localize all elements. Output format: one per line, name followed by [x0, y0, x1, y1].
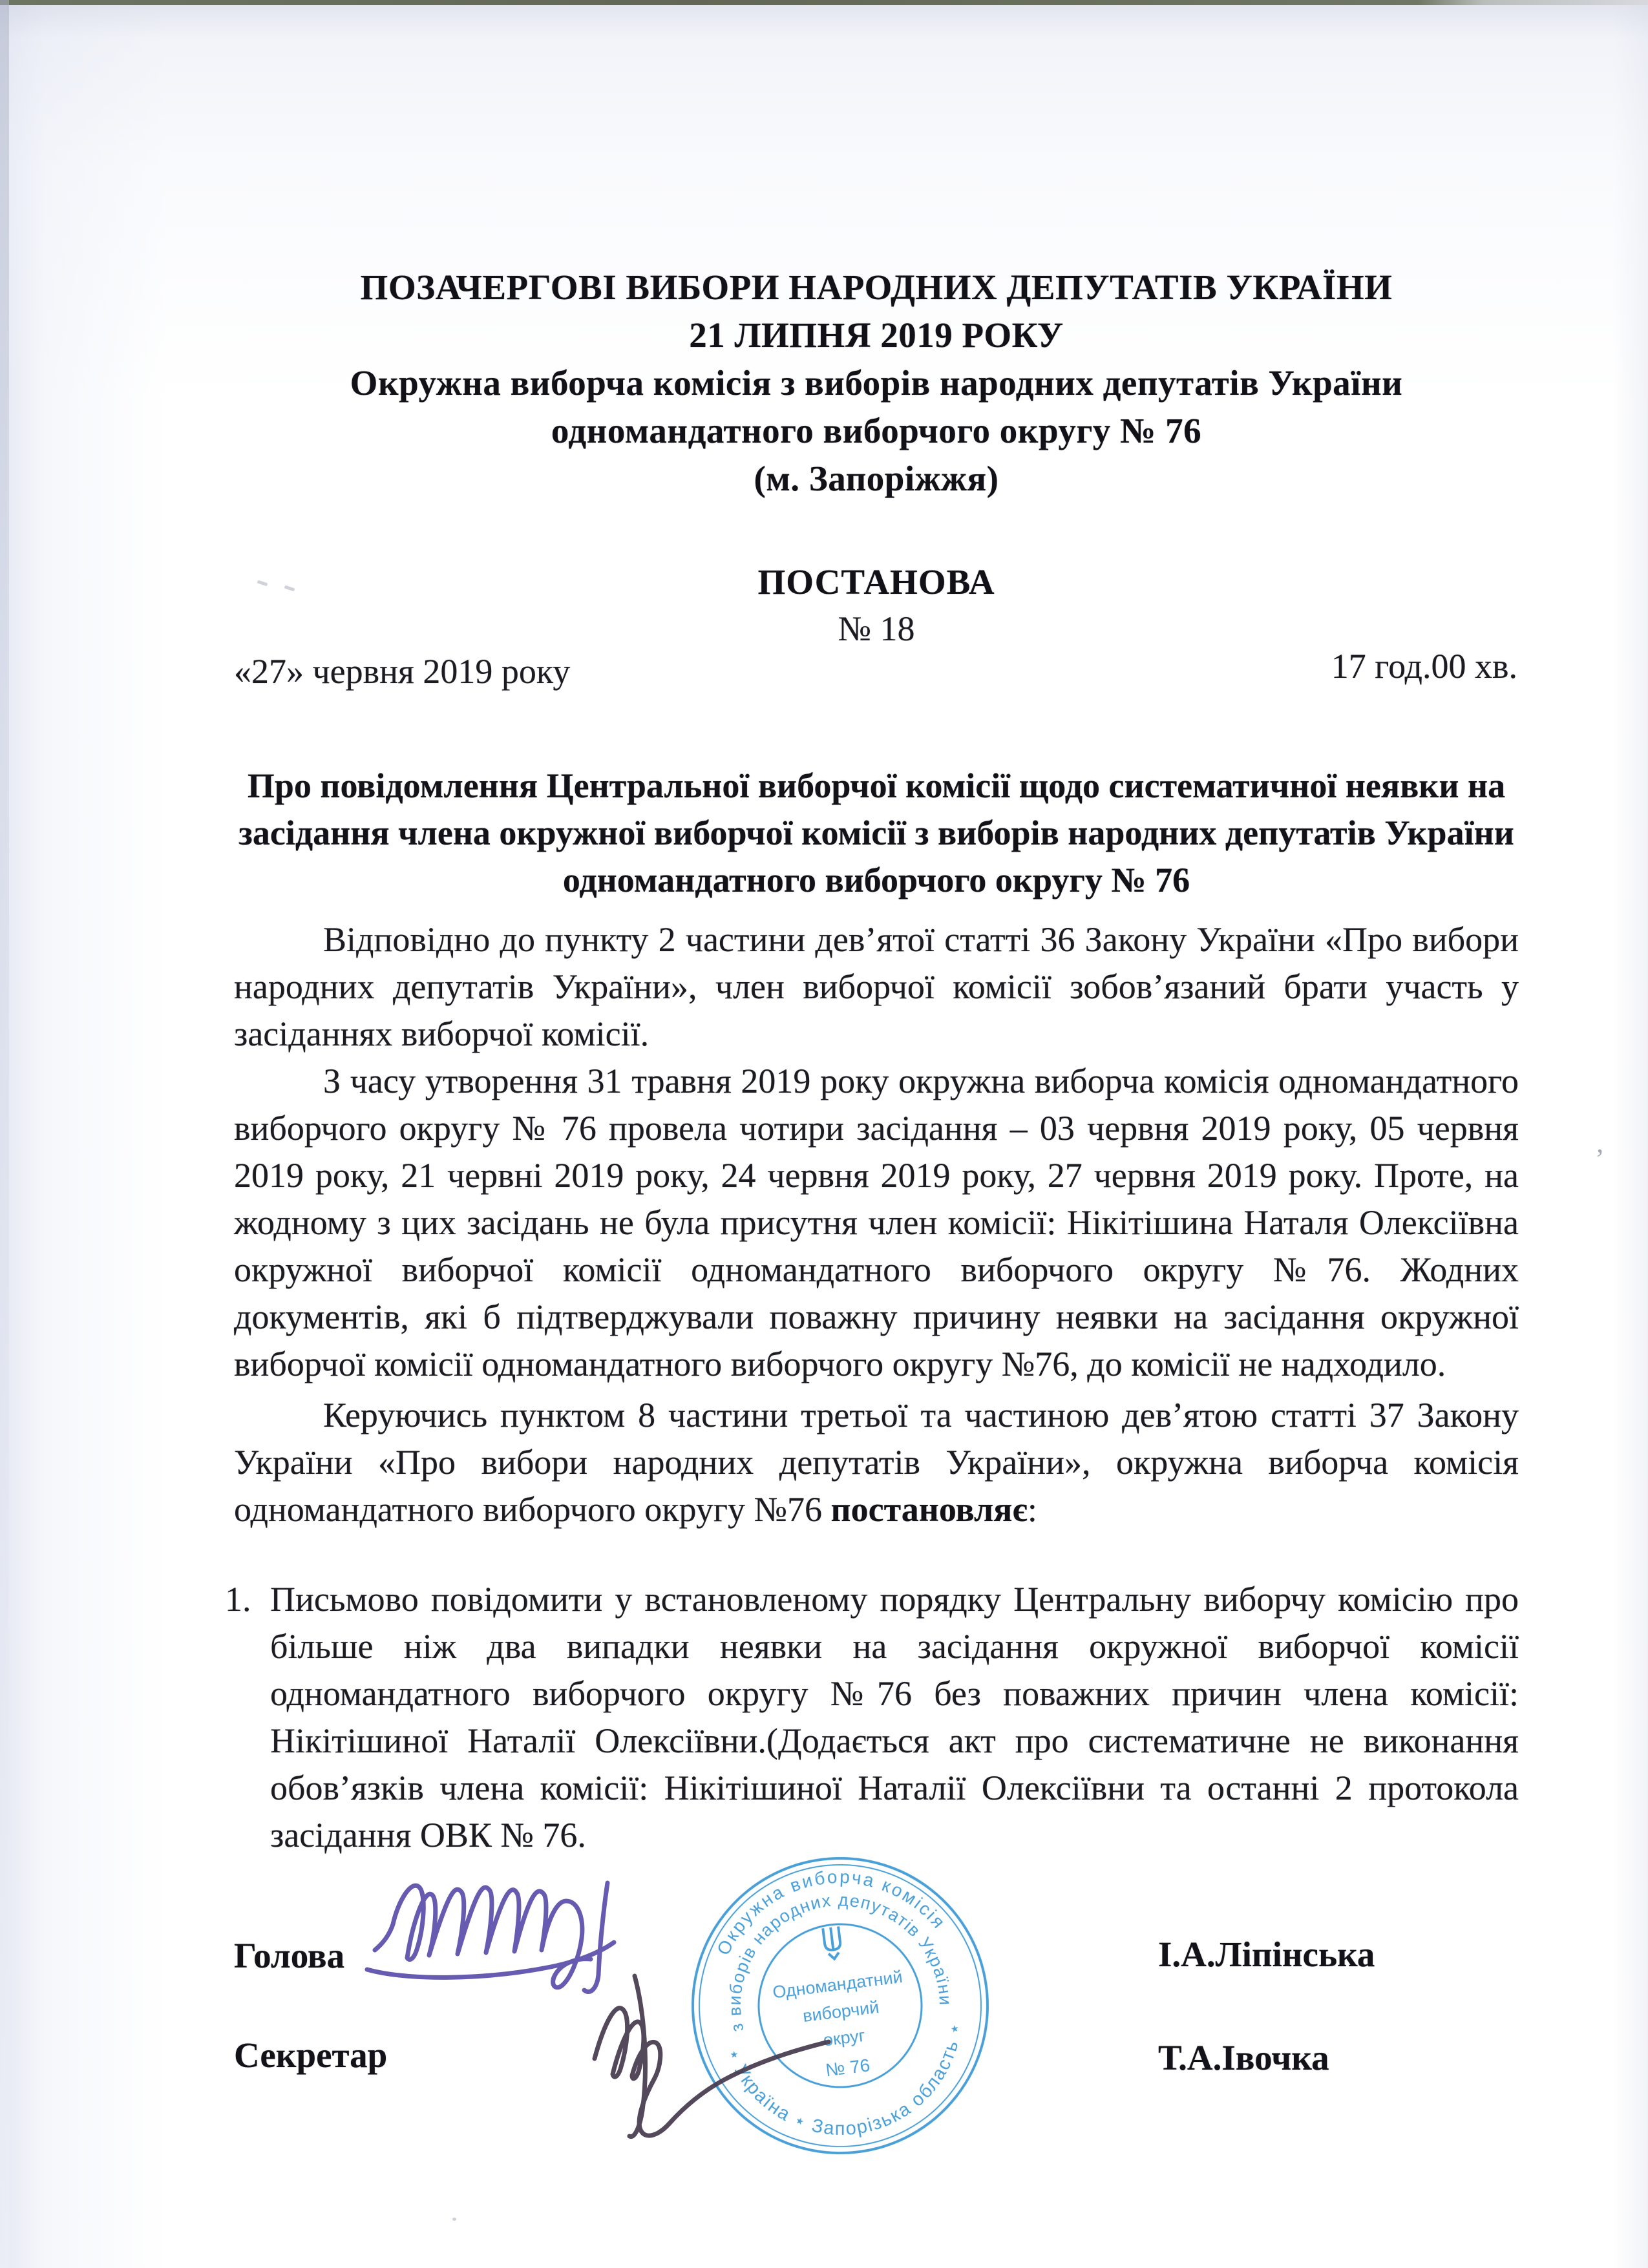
header-line-5: (м. Запоріжжя): [754, 459, 999, 498]
document-body: [225, 916, 1519, 1859]
document-number: № 18: [838, 609, 915, 648]
stamp-ring-inner-text: з виборів народних депутатів України: [724, 1890, 956, 2034]
stamp-ring-bottom-text: ⋆ Україна ⋆ Запорізька область ⋆: [722, 2020, 966, 2139]
paragraph-3-resolves-word: постановляє: [830, 1490, 1028, 1529]
scan-left-shading: [0, 0, 9, 2268]
document-date: «27» червня 2019 року: [234, 652, 571, 691]
stamp-center-line-4: № 76: [824, 2055, 871, 2081]
secretary-signature: [573, 1948, 850, 2148]
item-1-number: 1.: [225, 1580, 251, 1619]
chairman-role-label: Голова: [234, 1936, 345, 1975]
document-type-title: ПОСТАНОВА: [757, 562, 995, 602]
resolution-item-1: [225, 1576, 1519, 1859]
stamp-ring-outer-top-text: Окружна виборча комісія: [713, 1866, 950, 1958]
item-1-text: Письмово повідомити у встановленому порядку Центральну виборчу комісію про більше ніж два випадки неявки на засідання окружної виборчої комісії одномандатного виборчого округу №76 без поважних причин члена комісії: Нікітішиної Наталії Олексіївни.(Додається акт про систематичне не виконання обов’язків члена комісії: Нікітішиної Наталії Олексіївни та останні 2 протокола засідання ОВК № 76.: [270, 1580, 1519, 1854]
stamp-center-line-2: виборчий: [801, 1997, 880, 2026]
header-line-2: 21 ЛИПНЯ 2019 РОКУ: [689, 315, 1064, 355]
header-line-1: ПОЗАЧЕРГОВІ ВИБОРИ НАРОДНИХ ДЕПУТАТІВ УКРАЇНИ: [360, 268, 1393, 307]
paragraph-3: [234, 1392, 1519, 1533]
header-line-3: Окружна виборча комісія з виборів народних депутатів України: [350, 363, 1403, 403]
scanner-edge-strip: [0, 0, 1648, 5]
secretary-role-label: Секретар: [234, 2035, 388, 2075]
date-time-row: [234, 649, 1519, 694]
document-header: [234, 264, 1519, 503]
header-line-4: одномандатного виборчого округу № 76: [551, 411, 1202, 450]
document-time: 17 год.00 хв.: [1331, 647, 1517, 686]
stamp-center-line-1: Одномандатний: [771, 1967, 904, 2002]
paragraph-3-intro: Керуючись пунктом 8 частини третьої та частиною дев’ятою статті 37 Закону України «Про вибори народних депутатів України», окружна виборча комісія одномандатного виборчого округу №76: [234, 1396, 1519, 1529]
stamp-center-line-3: округ: [822, 2025, 867, 2050]
scan-speck: [452, 2218, 456, 2221]
paragraph-1: Відповідно до пункту 2 частини дев’ятої статті 36 Закону України «Про вибори народних депутатів України», член виборчої комісії зобов’язаний брати участь у засіданнях виборчої комісії.: [234, 920, 1519, 1053]
subject-heading: Про повідомлення Центральної виборчої комісії щодо систематичної неявки на засідання члена окружної виборчої комісії з виборів народних депутатів України одномандатного виборчого округу № 76: [238, 766, 1514, 899]
paragraph-2: З часу утворення 31 травня 2019 року окружна виборча комісія одномандатного виборчого округу № 76 провела чотири засідання – 03 червня 2019 року, 05 червня 2019 року, 21 червні 2019 року, 24 червня 2019 року, 27 червня 2019 року. Проте, на жодному з цих засідань не була присутня член комісії: Нікітішина Наталя Олексіївна окружної виборчої комісії одномандатного виборчого округу №76. Жодних документів, які б підтверджували поважну причину неявки на засідання окружної виборчої комісії одномандатного виборчого округу №76, до комісії не надходило.: [234, 1062, 1519, 1383]
scan-artifact-apostrophe: ’: [1595, 1143, 1605, 1175]
chairman-name: І.А.Ліпінська: [1158, 1935, 1375, 1974]
secretary-name: Т.А.Івочка: [1158, 2038, 1329, 2077]
paragraph-3-colon: :: [1027, 1490, 1037, 1529]
